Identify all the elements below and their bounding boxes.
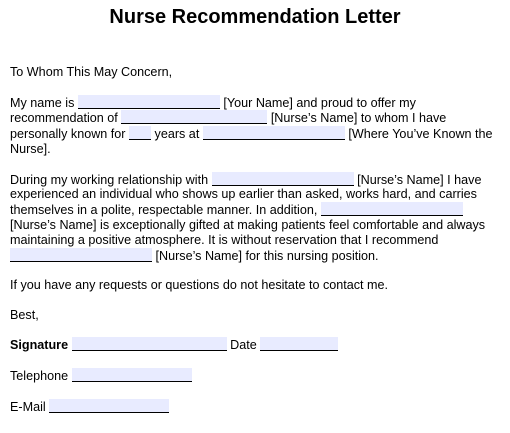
relationship-text-2: [Nurse’s Name] I have experienced an individual who shows up earlier than asked, works hard, and carries themselves in a polite, respectable manner. In addition, bbox=[10, 172, 482, 218]
closing: Best, bbox=[10, 307, 39, 322]
paragraph-spacer bbox=[10, 323, 505, 338]
relationship-text-1: During my working relationship with bbox=[10, 172, 209, 187]
paragraph-spacer bbox=[10, 157, 505, 172]
date-label: Date bbox=[230, 338, 257, 353]
document-title: Nurse Recommendation Letter bbox=[109, 6, 401, 28]
letter-body bbox=[10, 65, 505, 414]
your-name-field[interactable] bbox=[78, 95, 220, 109]
telephone-field[interactable] bbox=[72, 368, 192, 382]
signature-line bbox=[10, 337, 505, 353]
intro-text-1: My name is bbox=[10, 95, 75, 110]
date-field[interactable] bbox=[260, 337, 338, 351]
paragraph-spacer bbox=[10, 384, 505, 399]
telephone-line bbox=[10, 368, 505, 384]
signature-field[interactable] bbox=[72, 337, 227, 351]
paragraph-contact: If you have any requests or questions do not hesitate to contact me. bbox=[10, 278, 389, 293]
paragraph-intro bbox=[10, 95, 505, 157]
paragraph-spacer bbox=[10, 80, 505, 95]
nurse-name-field-2[interactable] bbox=[212, 172, 354, 186]
email-line bbox=[10, 399, 505, 415]
where-known-field[interactable] bbox=[203, 126, 345, 140]
intro-text-2: [Your Name] and proud to offer my recommendation of bbox=[10, 95, 416, 126]
nurse-name-field-1[interactable] bbox=[121, 110, 267, 124]
relationship-text-3: [Nurse’s Name] is exceptionally gifted at making patients feel comfortable and always maintaining a positive atmosphere. It is without reservation that I recommend bbox=[10, 217, 486, 247]
paragraph-relationship bbox=[10, 172, 505, 264]
nurse-name-field-3[interactable] bbox=[321, 202, 463, 216]
email-field[interactable] bbox=[49, 399, 169, 413]
intro-text-4: years at bbox=[154, 127, 200, 142]
relationship-text-4: [Nurse’s Name] for this nursing position. bbox=[155, 248, 379, 263]
signature-label: Signature bbox=[10, 338, 69, 353]
paragraph-spacer bbox=[10, 293, 505, 308]
paragraph-spacer bbox=[10, 353, 505, 368]
paragraph-spacer bbox=[10, 263, 505, 278]
email-label: E-Mail bbox=[10, 399, 46, 414]
intro-text-5: [Where You’ve Known the Nurse]. bbox=[10, 127, 493, 156]
years-known-field[interactable] bbox=[129, 126, 151, 140]
greeting: To Whom This May Concern, bbox=[10, 65, 173, 79]
intro-text-3: [Nurse’s Name] to whom I have personally known for bbox=[10, 111, 447, 142]
nurse-name-field-4[interactable] bbox=[10, 248, 152, 262]
telephone-label: Telephone bbox=[10, 368, 69, 383]
